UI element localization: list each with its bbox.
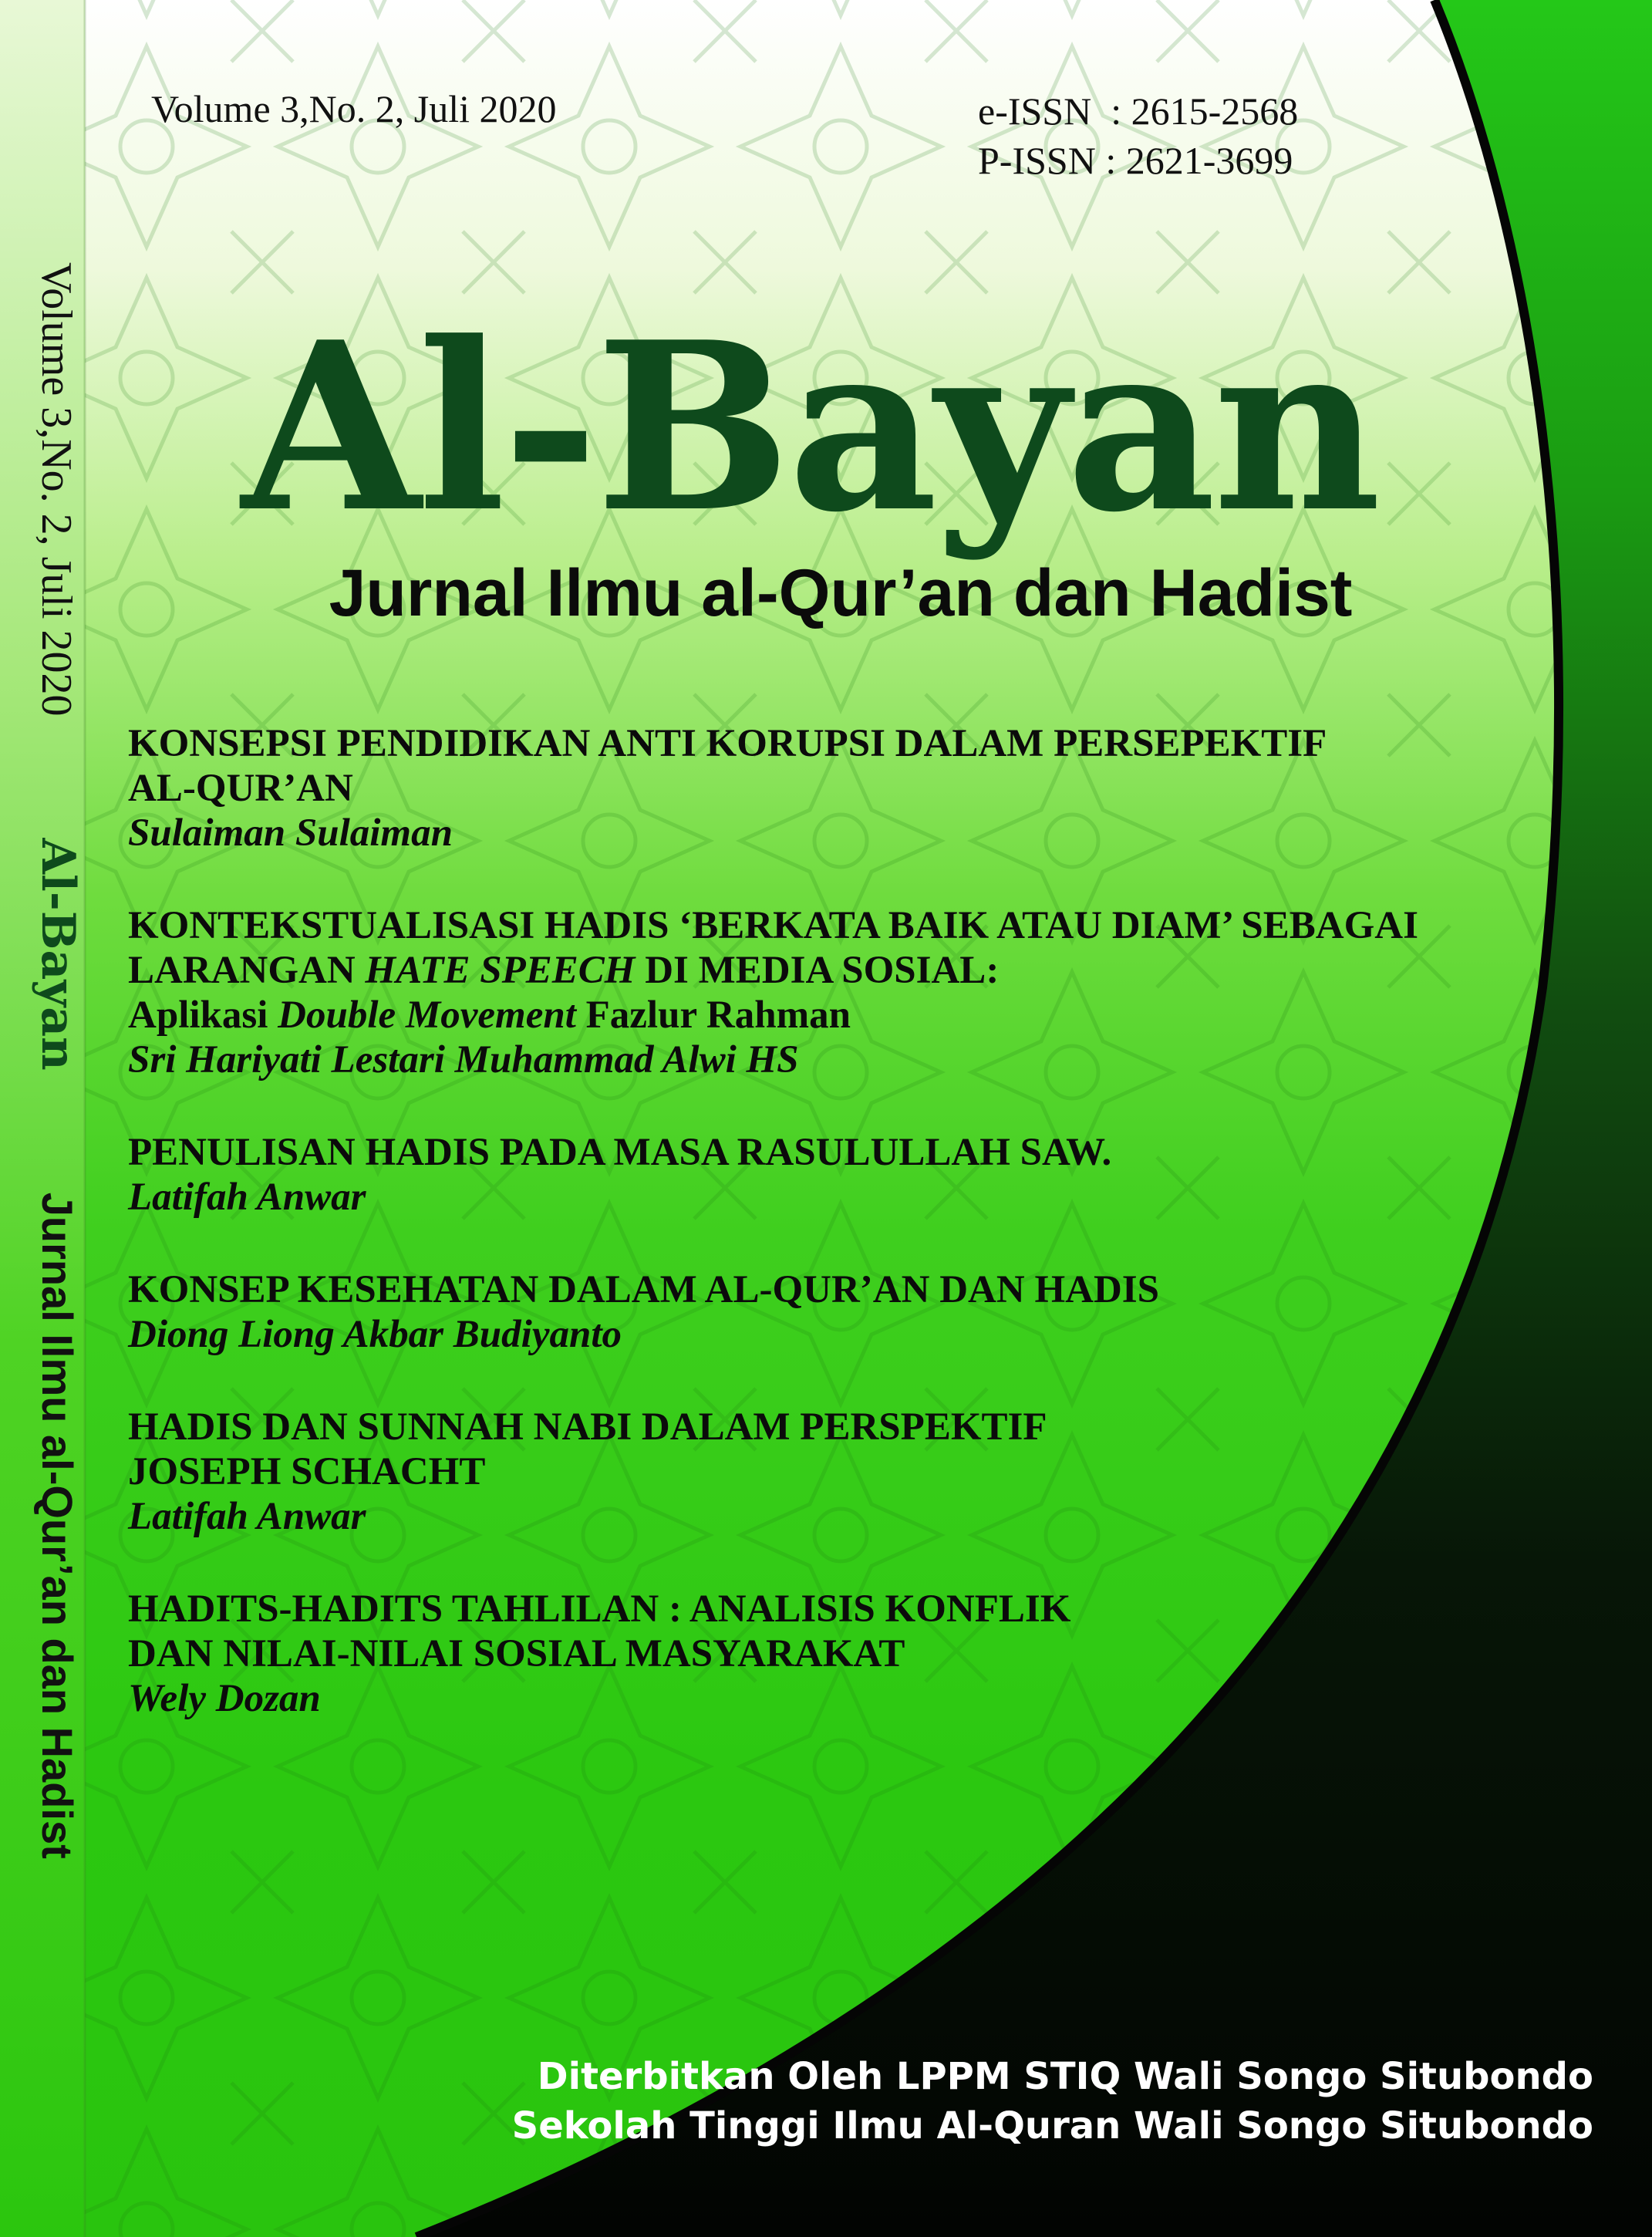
- institution-line: Sekolah Tinggi Ilmu Al-Quran Wali Songo Situbondo: [511, 2104, 1593, 2148]
- publisher-info: [512, 2052, 1593, 2151]
- article-title: HADIS DAN SUNNAH NABI DALAM PERSPEKTIF: [128, 1405, 1047, 1449]
- article-title-continued: LARANGAN HATE SPEECH DI MEDIA SOSIAL:: [128, 949, 1000, 992]
- article-authors: Sulaiman Sulaiman: [128, 811, 453, 855]
- article-title-continued: DAN NILAI-NILAI SOSIAL MASYARAKAT: [128, 1632, 905, 1675]
- spine-volume: Volume 3,No. 2, Juli 2020: [32, 262, 80, 717]
- article-entry: [128, 1587, 1516, 1721]
- journal-title: Al-Bayan: [241, 291, 1378, 563]
- issn-block: [978, 86, 1298, 185]
- article-entry: [128, 721, 1516, 855]
- volume-label: Volume 3,No. 2, Juli 2020: [151, 87, 557, 130]
- article-title: HADITS-HADITS TAHLILAN : ANALISIS KONFLIK: [128, 1587, 1071, 1631]
- article-authors: Sri Hariyati Lestari Muhammad Alwi HS: [128, 1038, 799, 1081]
- article-title: KONSEPSI PENDIDIKAN ANTI KORUPSI DALAM PERSEPEKTIF: [128, 722, 1327, 765]
- p-issn: P-ISSN : 2621-3699: [978, 139, 1293, 182]
- article-authors: Latifah Anwar: [128, 1495, 366, 1538]
- article-entry: [128, 1267, 1516, 1357]
- article-entry: [128, 903, 1516, 1082]
- journal-subtitle: Jurnal Ilmu al-Qur’an dan Hadist: [329, 556, 1353, 630]
- spine-text: [31, 262, 85, 1859]
- spine: [0, 0, 85, 2237]
- article-title: KONTEKSTUALISASI HADIS ‘BERKATA BAIK ATAU DIAM’ SEBAGAI: [128, 904, 1418, 947]
- article-title-continued: JOSEPH SCHACHT: [128, 1450, 486, 1493]
- spine-title: Al-Bayan: [31, 838, 85, 1071]
- article-title: KONSEP KESEHATAN DALAM AL-QUR’AN DAN HADIS: [128, 1268, 1159, 1311]
- article-authors: Wely Dozan: [128, 1677, 321, 1720]
- article-entry: [128, 1130, 1516, 1220]
- publisher-line: Diterbitkan Oleh LPPM STIQ Wali Songo Situbondo: [537, 2055, 1593, 2098]
- article-subtitle: Aplikasi Double Movement Fazlur Rahman: [128, 994, 851, 1037]
- table-of-contents: [128, 721, 1516, 1769]
- article-authors: Diong Liong Akbar Budiyanto: [128, 1313, 622, 1356]
- article-authors: Latifah Anwar: [128, 1176, 366, 1219]
- spine-subtitle: Jurnal Ilmu al-Qur’an dan Hadist: [33, 1192, 82, 1859]
- article-entry: [128, 1405, 1516, 1539]
- article-title-continued: AL-QUR’AN: [128, 767, 353, 810]
- e-issn: e-ISSN : 2615-2568: [978, 89, 1299, 133]
- article-title: PENULISAN HADIS PADA MASA RASULULLAH SAW.: [128, 1131, 1112, 1174]
